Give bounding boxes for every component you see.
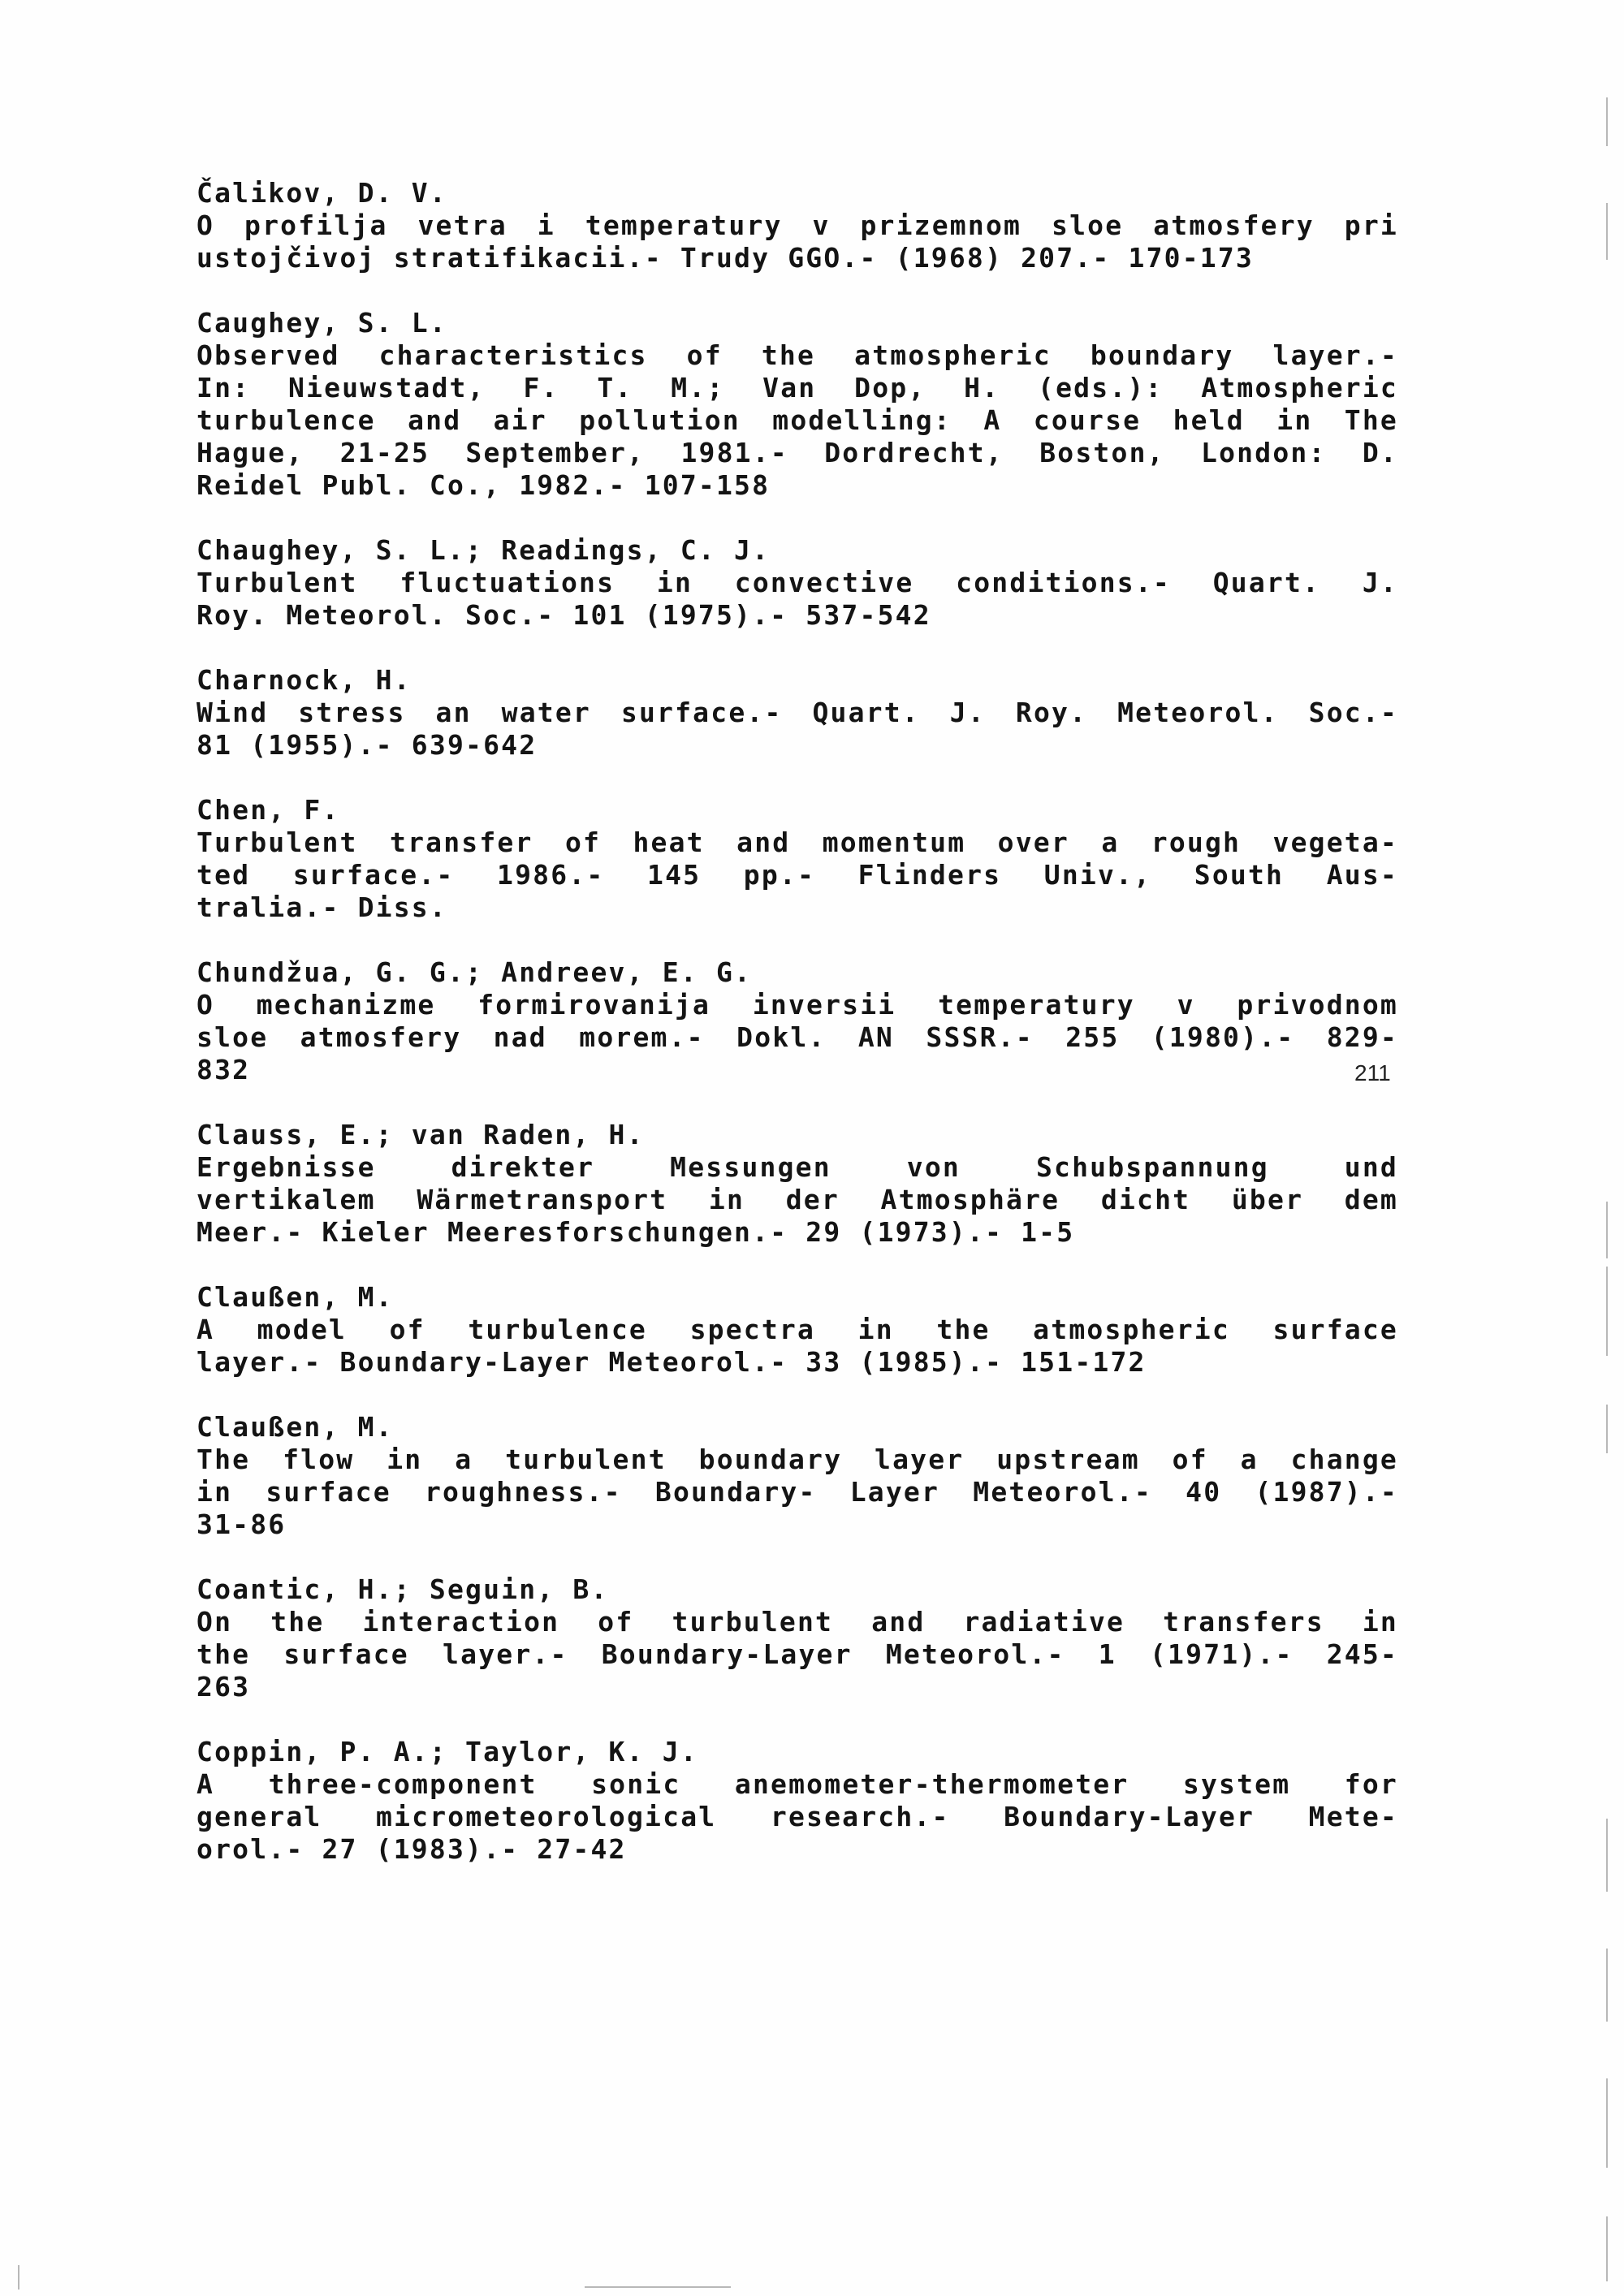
scan-artifact-line — [1606, 1949, 1608, 2022]
entry-authors: Caughey, S. L. — [197, 307, 447, 339]
entry-text-line: turbulence and air pollution modelling: A course held in The — [197, 404, 1398, 436]
entry-text-line: Wind stress an water surface.- Quart. J. Roy. Meteorol. Soc.- — [197, 697, 1398, 728]
bibliography-entry — [197, 307, 1398, 502]
entry-text-line: 31-86 — [197, 1508, 287, 1540]
entry-text-line: Roy. Meteorol. Soc.- 101 (1975).- 537-542 — [197, 599, 931, 631]
entry-text-line: tralia.- Diss. — [197, 891, 447, 923]
entry-authors: Chaughey, S. L.; Readings, C. J. — [197, 534, 771, 566]
entry-text-line: general micrometeorological research.- Boundary-Layer Mete- — [197, 1801, 1398, 1832]
entry-text-line: vertikalem Wärmetransport in der Atmosphäre dicht über dem — [197, 1184, 1398, 1215]
scan-artifact-line — [585, 2286, 731, 2288]
entry-text-line: Reidel Publ. Co., 1982.- 107-158 — [197, 469, 771, 501]
entry-text-line: Hague, 21-25 September, 1981.- Dordrecht, Boston, London: D. — [197, 437, 1398, 468]
entry-authors: Claußen, M. — [197, 1281, 394, 1313]
scan-artifact-line — [1606, 203, 1608, 260]
bibliography-entry — [197, 1411, 1398, 1541]
entry-authors: Coantic, H.; Seguin, B. — [197, 1573, 609, 1605]
entry-text-line: Turbulent fluctuations in convective conditions.- Quart. J. — [197, 567, 1398, 598]
entry-text-line: the surface layer.- Boundary-Layer Meteorol.- 1 (1971).- 245- — [197, 1638, 1398, 1670]
entry-text-line: 81 (1955).- 639-642 — [197, 729, 538, 761]
bibliography-entry — [197, 1573, 1398, 1703]
scan-artifact-line — [1606, 2078, 1608, 2168]
bibliography-entry — [197, 956, 1398, 1086]
entry-authors: Charnock, H. — [197, 664, 412, 696]
entry-text-line: Turbulent transfer of heat and momentum over a rough vegeta- — [197, 826, 1398, 858]
scan-artifact-line — [18, 2265, 19, 2290]
entry-authors: Coppin, P. A.; Taylor, K. J. — [197, 1736, 698, 1767]
scan-artifact-line — [1606, 97, 1608, 146]
bibliography-entry — [197, 1119, 1398, 1249]
entry-text-line: 832 — [197, 1054, 251, 1085]
entry-authors: Claußen, M. — [197, 1411, 394, 1443]
entry-text-line: sloe atmosfery nad morem.- Dokl. AN SSSR.- 255 (1980).- 829- — [197, 1021, 1398, 1053]
entry-authors: Clauss, E.; van Raden, H. — [197, 1119, 645, 1150]
bibliography-entry — [197, 177, 1398, 274]
entry-authors: Chundžua, G. G.; Andreev, E. G. — [197, 956, 753, 988]
entry-text-line: ustojčivoj stratifikacii.- Trudy GGO.- (1968) 207.- 170-173 — [197, 242, 1254, 274]
entry-text-line: Ergebnisse direkter Messungen von Schubspannung und — [197, 1151, 1398, 1183]
entry-text-line: Meer.- Kieler Meeresforschungen.- 29 (1973).- 1-5 — [197, 1216, 1075, 1248]
entry-text-line: ted surface.- 1986.- 145 pp.- Flinders Univ., South Aus- — [197, 859, 1398, 891]
entry-text-line: A three-component sonic anemometer-thermometer system for — [197, 1768, 1398, 1800]
entry-text-line: orol.- 27 (1983).- 27-42 — [197, 1833, 627, 1865]
entry-text-line: O profilja vetra i temperatury v prizemnom sloe atmosfery pri — [197, 209, 1398, 241]
entry-authors: Čalikov, D. V. — [197, 177, 447, 209]
entry-text-line: On the interaction of turbulent and radiative transfers in — [197, 1606, 1398, 1638]
entry-text-line: A model of turbulence spectra in the atmospheric surface — [197, 1314, 1398, 1345]
entry-text-line: O mechanizme formirovanija inversii temperatury v privodnom — [197, 989, 1398, 1021]
bibliography-entry — [197, 794, 1398, 924]
bibliography-entry — [197, 534, 1398, 632]
entry-text-line: in surface roughness.- Boundary- Layer Meteorol.- 40 (1987).- — [197, 1476, 1398, 1508]
bibliography-list — [197, 177, 1398, 1866]
entry-authors: Chen, F. — [197, 794, 340, 826]
entry-text-line: In: Nieuwstadt, F. T. M.; Van Dop, H. (eds.): Atmospheric — [197, 372, 1398, 404]
entry-text-line: 263 — [197, 1671, 251, 1703]
scan-artifact-line — [1606, 1267, 1608, 1356]
bibliography-entry — [197, 664, 1398, 762]
entry-text-line: The flow in a turbulent boundary layer upstream of a change — [197, 1444, 1398, 1475]
bibliography-entry — [197, 1736, 1398, 1866]
scan-artifact-line — [1606, 1405, 1608, 1453]
scan-artifact-line — [1606, 1819, 1608, 1892]
scan-artifact-line — [1606, 1202, 1608, 1258]
page-number: 211 — [1354, 1060, 1391, 1085]
scan-artifact-line — [1606, 2216, 1608, 2281]
entry-text-line: Observed characteristics of the atmospheric boundary layer.- — [197, 339, 1398, 371]
bibliography-entry — [197, 1281, 1398, 1379]
entry-text-line: layer.- Boundary-Layer Meteorol.- 33 (1985).- 151-172 — [197, 1346, 1147, 1378]
